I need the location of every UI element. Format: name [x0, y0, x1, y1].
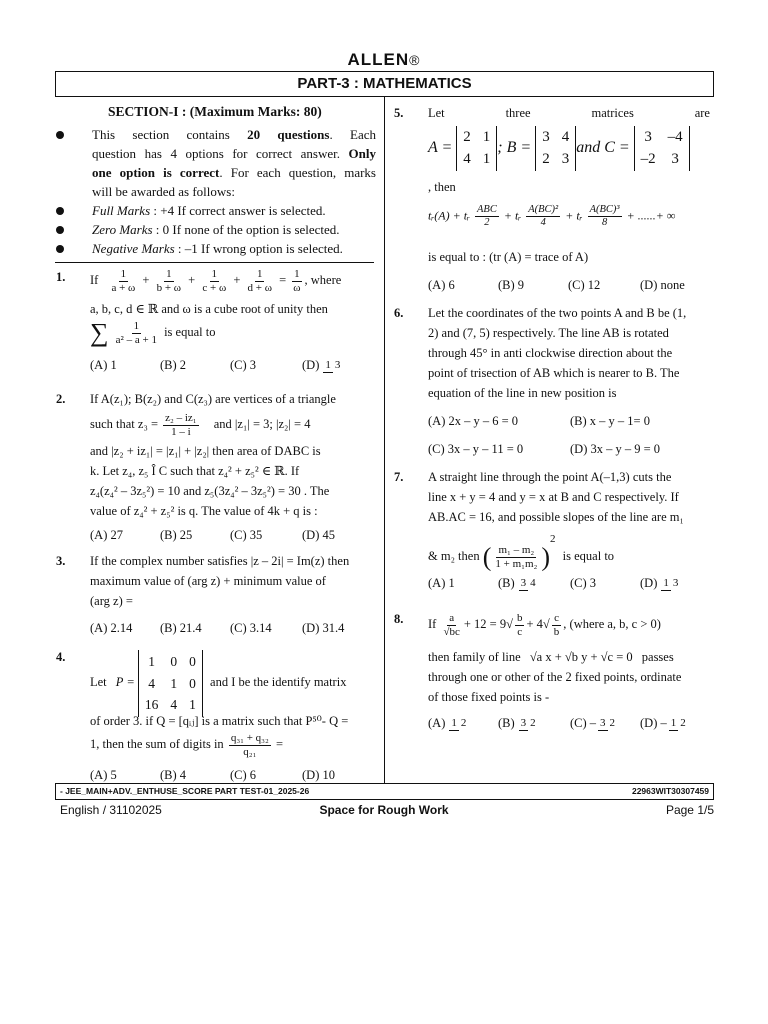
zero-marks-label: Zero Marks [92, 222, 153, 237]
option-a[interactable]: (A) 2x – y – 6 = 0 [428, 414, 519, 428]
text: + 4 [526, 617, 543, 632]
intro-bold: Only [348, 146, 376, 161]
paper-code: - JEE_MAIN+ADV._ENTHUSE_SCORE PART TEST-01_2025-26 [60, 786, 310, 796]
paren-right: ) [541, 542, 551, 572]
text: If [90, 273, 99, 288]
part-title: PART-3 : MATHEMATICS [297, 75, 472, 92]
section-title: SECTION-I : (Maximum Marks: 80) [108, 104, 322, 119]
paper-id: 22963WIT30307459 [631, 786, 709, 796]
option-b[interactable]: (B) 21.4 [160, 621, 202, 635]
fraction: $\frac{\text{q₃₁ + q₃₂}}{\text{q₂₁}}$ [230, 732, 269, 758]
option-c[interactable]: (C) 3.14 [230, 621, 272, 635]
text: AB.AC = 16, and possible slopes of the line are m₁ [428, 510, 684, 524]
option-d[interactable]: (D) – 1 2 [640, 716, 686, 730]
option-d[interactable]: (D) 1 3 [302, 358, 341, 372]
bullet-icon [56, 245, 64, 253]
question-number: 1. [56, 270, 66, 284]
text: k. Let z₄, z₅ Î C such that z₄² + z₅² ∈ ℝ. If [90, 464, 300, 478]
intro-text: will be awarded as follows: [92, 184, 235, 199]
sum-symbol: ∑ [90, 318, 109, 347]
question-number: 3. [56, 554, 66, 568]
fraction: $\frac{\text{m₁ – m₂}}{\text{1 + m₁m₂}}$ [495, 543, 538, 570]
text: + 12 = 9 [463, 617, 507, 632]
text: and |z₁| = 3; |z₂| = 4 [213, 417, 311, 432]
text: are [694, 106, 710, 120]
fraction: $\frac{1}{a + \omega}$ [111, 268, 136, 294]
registered-mark: ® [409, 52, 421, 68]
question-number: 4. [56, 650, 66, 664]
section-separator [55, 262, 374, 263]
intro-bold: 20 questions [247, 127, 330, 142]
fraction: $\frac{b}{c}$ [516, 612, 523, 638]
full-marks-label: Full Marks [92, 203, 151, 218]
fraction: $\frac{1}{b + \omega}$ [156, 268, 182, 294]
option-c[interactable]: (C) – 3 2 [570, 716, 616, 730]
option-a[interactable]: (A) 27 [90, 528, 123, 542]
intro-text: question has 4 options for correct answer. [92, 146, 349, 161]
option-a[interactable]: (A) 1 [428, 576, 455, 590]
option-c[interactable]: (C) 6 [230, 768, 257, 782]
option-b[interactable]: (B) 3 2 [498, 716, 536, 730]
text: Let the coordinates of the two points A and B be (1, [428, 306, 687, 320]
intro-text: . Each [329, 127, 376, 142]
text: z₄(z₄² – 3z₅²) = 10 and z₅(3z₄² – 3z₅²) = 30 . The [90, 484, 330, 498]
option-b[interactable]: (B) 3 4 [498, 576, 536, 590]
bullet-icon [56, 207, 64, 215]
fraction: $\frac{a}{√bc}$ [443, 612, 460, 638]
text: 2) and (7, 5) respectively. The line AB is rotated [428, 326, 669, 340]
text: equation of the line in new position is [428, 386, 617, 400]
zero-marks-text: : 0 If none of the option is selected. [152, 222, 340, 237]
fraction: $\frac{1}{\text{a² – a + 1}}$ [115, 319, 157, 346]
part-title-box [55, 71, 714, 97]
fraction: $\frac{\text{z₂ – iz₁}}{1 - i}$ [165, 412, 197, 438]
text: and |z₂ + iz₁| = |z₁| + |z₂| then area of DABC is [90, 444, 321, 458]
matrix-name: ; B = [497, 139, 532, 157]
text: If [428, 617, 437, 632]
text: 1, then the sum of digits in [90, 737, 224, 752]
text: value of z₄² + z₅² is q. The value of 4k + q is : [90, 504, 318, 518]
text: is equal to [562, 549, 615, 563]
text: A straight line through the point A(–1,3) cuts the [428, 470, 672, 484]
text: maximum value of (arg z) + minimum value of [90, 574, 326, 588]
text: through 45° in anti clockwise direction about the [428, 346, 673, 360]
text: , then [428, 180, 456, 194]
text: of order 3. if Q = [qᵢⱼ] is a matrix such that P⁵⁰- Q = [90, 714, 349, 728]
bullet-icon [56, 131, 64, 139]
text: , (where a, b, c > 0) [563, 617, 661, 632]
matrix-p: 1 0 0 4 1 0 16 4 1 [138, 650, 203, 717]
fraction: $\frac{c}{b}$ [553, 612, 560, 638]
option-a[interactable]: (A) 1 2 [428, 716, 467, 730]
option-c[interactable]: (C) 3x – y – 11 = 0 [428, 442, 524, 456]
text: matrices [591, 106, 634, 120]
text: If A(z₁); B(z₂) and C(z₃) are vertices of a triangle [90, 392, 336, 406]
question-number: 6. [394, 306, 404, 320]
text: & m₂ then [428, 549, 480, 563]
exponent: 2 [550, 533, 556, 545]
intro-text: . For each question, marks [219, 165, 376, 180]
brand-logo [0, 50, 768, 70]
option-b[interactable]: (B) 2 [160, 358, 187, 372]
section-instructions [56, 125, 376, 258]
text: point of trisection of AB which is nearer to B. The [428, 366, 680, 380]
option-a[interactable]: (A) 1 [90, 358, 117, 372]
text: , where [304, 273, 342, 288]
option-b[interactable]: (B) 4 [160, 768, 187, 782]
text: through one or other of the 2 fixed points, ordinate [428, 670, 682, 684]
text: Let [428, 106, 445, 120]
matrix-name: P = [115, 675, 135, 690]
bullet-icon [56, 226, 64, 234]
option-d[interactable]: (D) 10 [302, 768, 335, 782]
line-equation: √a x + √b y + √c = 0 [529, 650, 633, 664]
option-c[interactable]: (C) 3 [230, 358, 257, 372]
column-divider [384, 97, 385, 783]
text: a, b, c, d ∈ ℝ and ω is a cube root of unity then [90, 302, 328, 316]
matrix-name: A = [428, 139, 453, 157]
text: is equal to : (tr (A) = trace of A) [428, 250, 589, 264]
text: (arg z) = [90, 594, 133, 608]
text: such that z₃ = [90, 417, 158, 432]
matrix-name: and C = [576, 139, 630, 157]
text: then family of line [428, 650, 521, 664]
option-c[interactable]: (C) 3 [570, 576, 597, 590]
question-number: 7. [394, 470, 404, 484]
option-b[interactable]: (B) 25 [160, 528, 193, 542]
text: Let [90, 675, 107, 690]
question-number: 5. [394, 106, 404, 120]
option-d[interactable]: (D) none [640, 278, 685, 292]
option-d[interactable]: (D) 1 3 [640, 576, 679, 590]
intro-text: This section contains [92, 127, 248, 142]
option-b[interactable]: (B) x – y – 1= 0 [570, 414, 650, 428]
intro-bold: one option is correct [92, 165, 220, 180]
fraction: $\frac{1}{c + \omega}$ [202, 268, 227, 294]
option-c[interactable]: (C) 35 [230, 528, 263, 542]
matrix-c: 3 –4 –2 3 [634, 126, 690, 171]
footer-page: Page 1/5 [665, 803, 714, 817]
fraction: $\frac{1}{d + \omega}$ [247, 268, 272, 294]
full-marks-text: : +4 If correct answer is selected. [150, 203, 326, 218]
option-d[interactable]: (D) 45 [302, 528, 335, 542]
text: passes [641, 650, 674, 664]
fraction: $\frac{1}{\omega}$ [293, 268, 301, 294]
text: three [505, 106, 531, 120]
footer-rough-work: Space for Rough Work [319, 803, 449, 817]
paren-left: ( [482, 542, 492, 572]
option-d[interactable]: (D) 3x – y – 9 = 0 [570, 442, 661, 456]
negative-marks-label: Negative Marks [92, 241, 175, 256]
option-b[interactable]: (B) 9 [498, 278, 525, 292]
paper-code-bar [55, 783, 714, 800]
series-expression: tᵣ(A) + tᵣ $\frac{\text{ABC}}{2}$ + tᵣ $\frac{\text{A(BC)²}}{4}$ + tᵣ $\frac{\text{A(BC)³}}{8}$ + ......+ ∞ [428, 204, 676, 229]
footer-language: English / 31102025 [60, 803, 162, 817]
option-c[interactable]: (C) 12 [568, 278, 601, 292]
text: If the complex number satisfies |z – 2i| = Im(z) then [90, 554, 350, 568]
matrix-a: 2 1 4 1 [456, 126, 497, 171]
option-a[interactable]: (A) 5 [90, 768, 117, 782]
option-d[interactable]: (D) 31.4 [302, 621, 345, 635]
brand-name: ALLEN [347, 50, 410, 69]
question-number: 2. [56, 392, 66, 406]
question-number: 8. [394, 612, 404, 626]
text: and I be the identify matrix [210, 675, 347, 690]
option-a[interactable]: (A) 6 [428, 278, 455, 292]
matrix-b: 3 4 2 3 [535, 126, 576, 171]
option-a[interactable]: (A) 2.14 [90, 621, 133, 635]
negative-marks-text: : –1 If wrong option is selected. [174, 241, 343, 256]
text: line x + y = 4 and y = x at B and C respectively. If [428, 490, 679, 504]
text: = [275, 737, 284, 752]
text: of those fixed points is - [428, 690, 550, 704]
text: is equal to [164, 324, 216, 339]
